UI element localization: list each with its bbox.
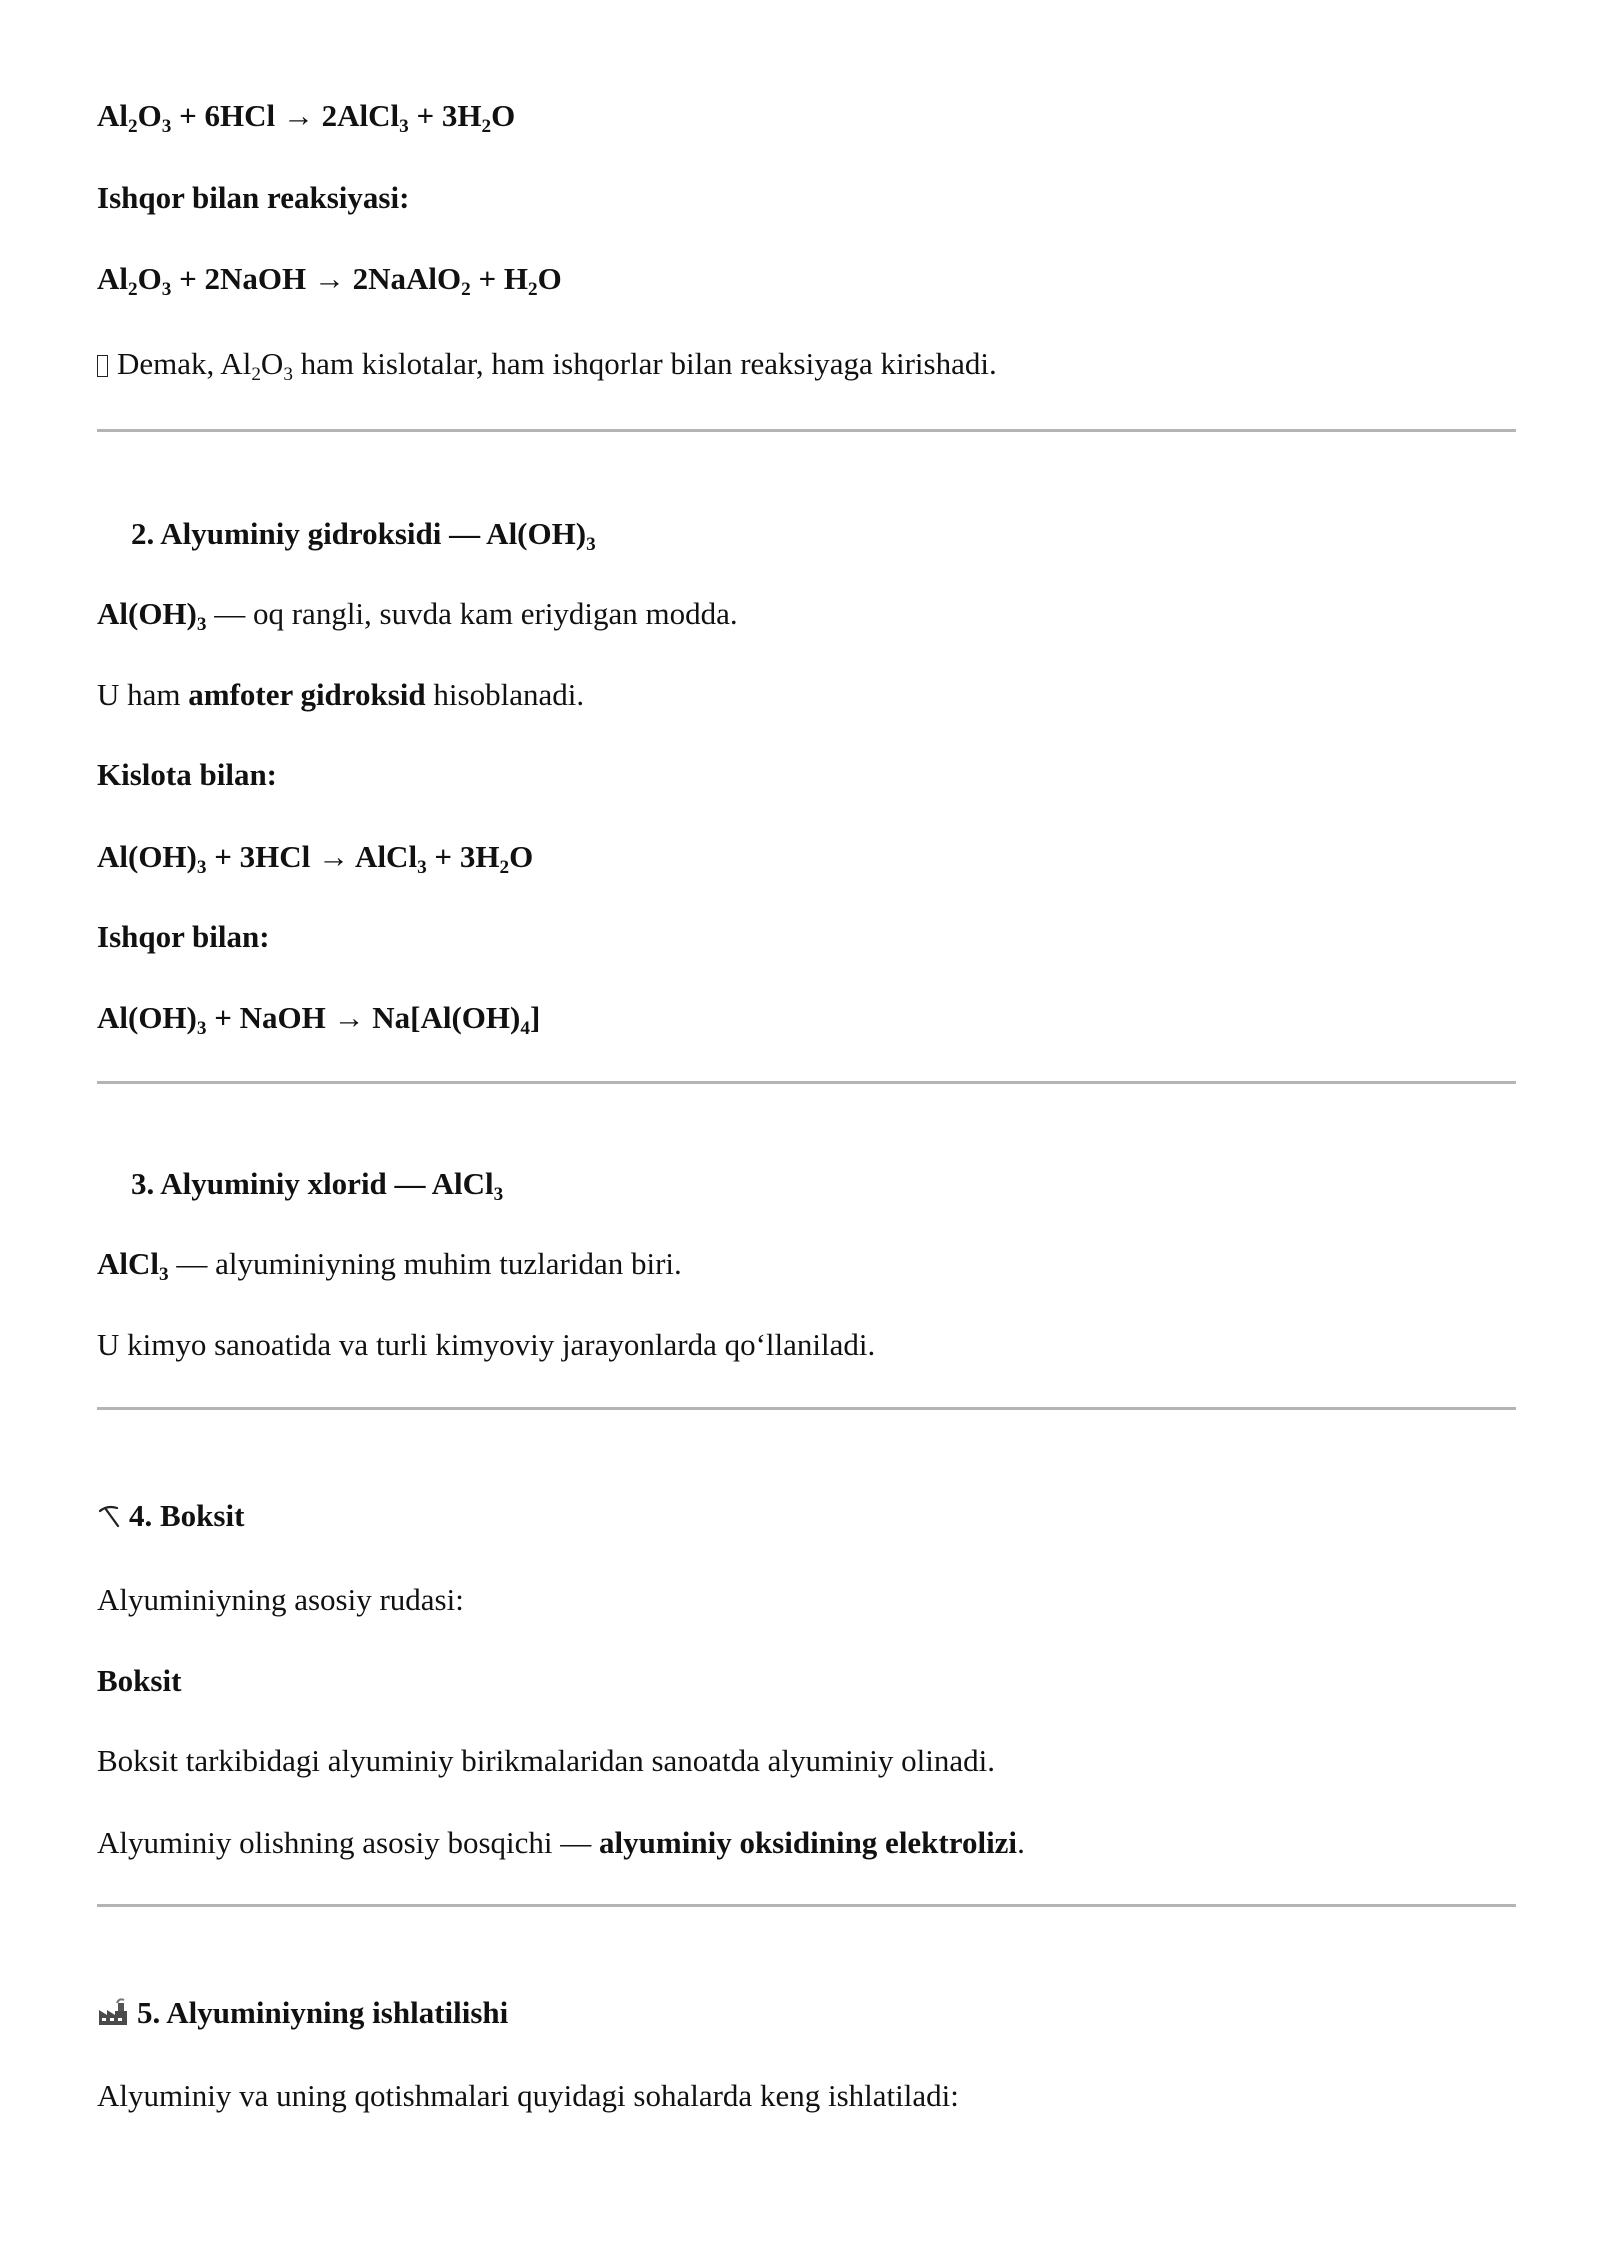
text-segment: O xyxy=(491,98,516,133)
text-segment: O xyxy=(137,98,162,133)
hydroxide-description xyxy=(97,595,1516,636)
usage-intro xyxy=(97,2077,1516,2115)
text-segment: + 3H xyxy=(426,839,500,874)
amphoteric-note xyxy=(97,676,1516,714)
subheading-alkali-reaction xyxy=(97,179,1516,217)
bold-text xyxy=(159,1246,169,1286)
section-heading-usage-text xyxy=(137,1995,508,2030)
text-segment: O xyxy=(509,839,534,874)
text-segment: — alyuminiyning muhim tuzlaridan biri. xyxy=(168,1246,682,1281)
subscript: 2 xyxy=(499,857,510,879)
subscript: 3 xyxy=(283,364,293,386)
text-segment: 4. Boksit xyxy=(129,1498,245,1533)
text-segment: Al(OH) xyxy=(97,1000,197,1035)
conclusion-text xyxy=(117,346,997,386)
equation-al2o3-naoh xyxy=(97,260,1516,301)
text-segment: Alyuminiyning asosiy rudasi: xyxy=(97,1582,464,1617)
text-segment: — oq rangli, suvda kam eriydigan modda. xyxy=(206,596,738,631)
text-segment: Al xyxy=(97,98,128,133)
subscript: 3 xyxy=(159,1264,169,1286)
section-heading-usage xyxy=(97,1994,1516,2032)
divider xyxy=(97,429,1516,432)
equation-aloh3-hcl xyxy=(97,838,1516,879)
chloride-usage xyxy=(97,1326,1516,1364)
text-segment: + H xyxy=(470,261,529,296)
bold-text xyxy=(599,1825,1017,1860)
subscript: 3 xyxy=(586,534,596,556)
text-segment: U kimyo sanoatida va turli kimyoviy jarayonlarda qo‘llaniladi. xyxy=(97,1327,876,1362)
text-segment: Ishqor bilan reaksiyasi: xyxy=(97,180,410,215)
text-segment: Alyuminiy olishning asosiy bosqichi — xyxy=(97,1825,600,1860)
subscript: 2 xyxy=(528,279,538,301)
text-segment: Alyuminiy va uning qotishmalari quyidagi sohalarda keng ishlatiladi: xyxy=(97,2078,959,2113)
subscript: 2 xyxy=(461,279,471,301)
text-segment: 2. Alyuminiy gidroksidi — Al(OH) xyxy=(131,516,587,551)
text-segment: Boksit tarkibidagi alyuminiy birikmalaridan sanoatda alyuminiy olinadi. xyxy=(97,1743,995,1778)
text-segment: alyuminiy oksidining elektrolizi xyxy=(599,1825,1018,1860)
bauxite-description xyxy=(97,1742,1516,1780)
text-segment: ] xyxy=(529,1000,541,1035)
text-segment: Demak, Al xyxy=(117,346,252,381)
bold-text xyxy=(97,596,197,631)
bold-text xyxy=(188,677,425,712)
section-heading-bauxite-text xyxy=(129,1498,244,1533)
subscript: 3 xyxy=(399,116,409,138)
text-segment: + 3H xyxy=(408,98,482,133)
divider xyxy=(97,1904,1516,1907)
ore-name xyxy=(97,1662,1516,1700)
subheading-with-acid xyxy=(97,756,1516,794)
text-segment: Boksit xyxy=(97,1663,182,1698)
equation-aloh3-naoh xyxy=(97,999,1516,1040)
text-segment: ham kislotalar, ham ishqorlar bilan reaksiyaga kirishadi. xyxy=(292,346,997,381)
subscript: 2 xyxy=(128,279,138,301)
text-segment: hisoblanadi. xyxy=(425,677,585,712)
text-segment: Ishqor bilan: xyxy=(97,919,270,954)
factory-icon xyxy=(97,1997,129,2036)
section-heading-hydroxide xyxy=(131,515,1516,556)
pickaxe-icon xyxy=(97,1501,121,1539)
text-segment: Al xyxy=(97,261,128,296)
text-segment: Al(OH) xyxy=(97,839,197,874)
text-segment: + 2NaOH → 2NaAlO xyxy=(171,261,462,296)
subscript: 3 xyxy=(493,1184,504,1206)
text-segment: Kislota bilan: xyxy=(97,757,278,792)
subscript: 3 xyxy=(196,614,207,636)
equation-al2o3-hcl xyxy=(97,97,1516,138)
conclusion-line xyxy=(97,345,1516,386)
text-segment: + 6HCl → 2AlCl xyxy=(171,98,400,133)
ore-intro xyxy=(97,1581,1516,1619)
chloride-description xyxy=(97,1245,1516,1286)
text-segment: Al(OH) xyxy=(97,596,197,631)
subheading-with-alkali xyxy=(97,918,1516,956)
subscript: 2 xyxy=(128,116,138,138)
subscript: 3 xyxy=(196,1018,207,1040)
text-segment: O xyxy=(537,261,562,296)
subscript: 3 xyxy=(161,279,172,301)
divider xyxy=(97,1081,1516,1084)
subscript: 2 xyxy=(481,116,492,138)
text-segment: O xyxy=(260,346,284,381)
subscript: 4 xyxy=(520,1018,530,1040)
text-segment: 3. Alyuminiy xlorid — AlCl xyxy=(131,1166,494,1201)
production-step xyxy=(97,1824,1516,1862)
text-segment: . xyxy=(1017,1825,1025,1860)
divider xyxy=(97,1407,1516,1410)
text-segment: O xyxy=(137,261,162,296)
text-segment: amfoter gidroksid xyxy=(188,677,426,712)
subscript: 3 xyxy=(161,116,172,138)
text-segment: + 3HCl → AlCl xyxy=(206,839,418,874)
text-segment: + NaOH → Na[Al(OH) xyxy=(206,1000,521,1035)
subscript: 3 xyxy=(196,857,207,879)
text-segment: 5. Alyuminiyning ishlatilishi xyxy=(137,1995,509,2030)
section-heading-bauxite xyxy=(97,1497,1516,1535)
missing-glyph-icon xyxy=(97,355,108,377)
text-segment: U ham xyxy=(97,677,189,712)
text-segment: AlCl xyxy=(97,1246,159,1281)
subscript: 3 xyxy=(417,857,427,879)
bold-text xyxy=(97,1246,159,1281)
subscript: 2 xyxy=(251,364,261,386)
section-heading-chloride xyxy=(131,1165,1516,1206)
